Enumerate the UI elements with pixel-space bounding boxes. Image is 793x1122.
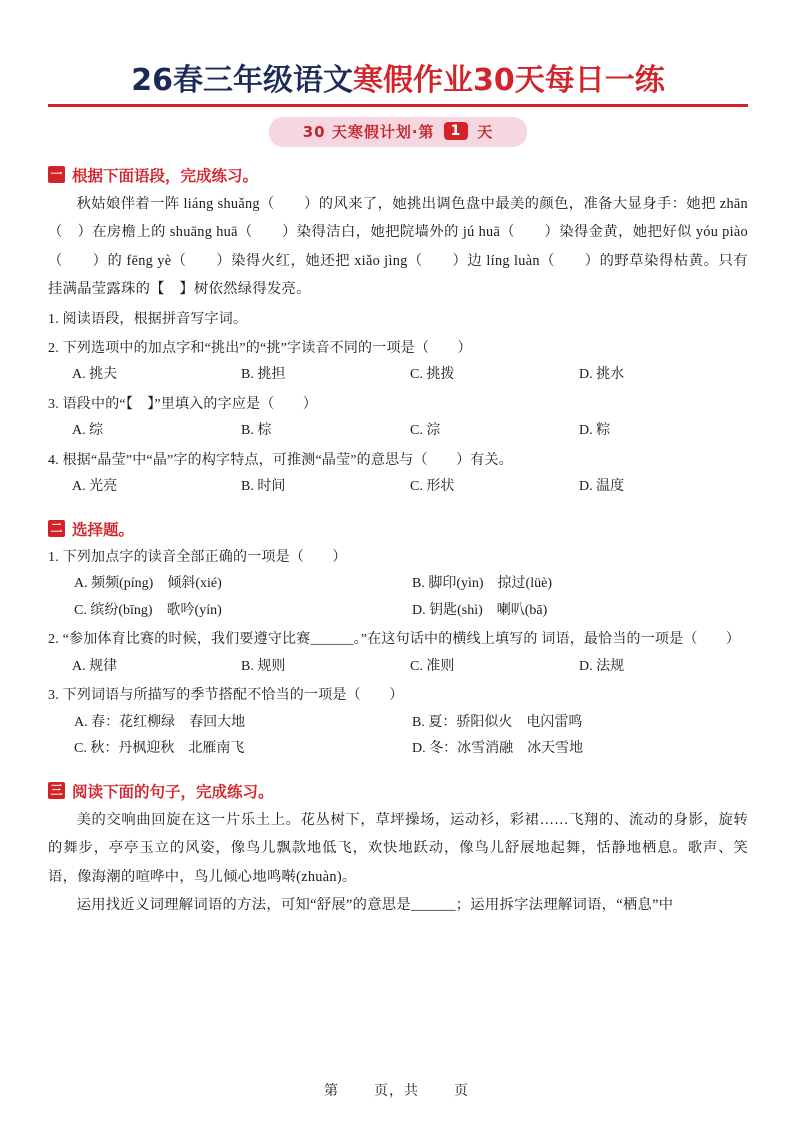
- section-title-2: 选择题。: [72, 520, 135, 539]
- plan-pill-wrap: [48, 117, 748, 147]
- question-1-3: 3. 语段中的“【 】”里填入的字应是（ ）: [48, 397, 318, 413]
- option-b[interactable]: B. 时间: [241, 479, 286, 495]
- option-b[interactable]: B. 规则: [241, 658, 286, 674]
- section-heading-2: [48, 518, 748, 540]
- page-content: [48, 62, 748, 920]
- option-d[interactable]: D. 温度: [579, 479, 625, 495]
- plan-day-number: 1: [444, 122, 469, 140]
- option-b[interactable]: B. 挑担: [241, 367, 286, 383]
- section-1-passage: 秋姑娘伴着一阵 liáng shuǎng（ ）的风来了，她挑出调色盘中最美的颜色，准备大显身手：她把 zhān（ ）在房檐上的 shuāng huā（ ）染得洁白，她把院墙外的 jú huā（ ）染得金黄，她把好似 yóu piào（ ）的 fēng yè（ ）染得火红，她还把 xiǎo jìng（ ）边 líng luàn（ ）的野草染得枯黄。只有挂满晶莹露珠的【 】树依然绿得发亮。: [48, 195, 748, 298]
- section-heading-3: [48, 780, 748, 802]
- question-1-2-options: [48, 362, 748, 389]
- question-2-1-options-row2: [48, 598, 748, 625]
- option-d[interactable]: D. 法规: [579, 658, 625, 674]
- section-number-icon: 三: [48, 782, 65, 799]
- option-c[interactable]: C. 缤纷(bīng) 歌吟(yín): [74, 602, 222, 618]
- question-2-2-options: [48, 654, 748, 681]
- option-a[interactable]: A. 光亮: [72, 479, 118, 495]
- option-d[interactable]: D. 挑水: [579, 367, 625, 383]
- title-block: [48, 62, 748, 107]
- section-3-passage: 美的交响曲回旋在这一片乐土上。花丛树下，草坪操场，运动衫，彩裙……飞翔的、流动的身影，旋转的舞步，亭亭玉立的风姿，像鸟儿飘款地低飞，欢快地跃动，像鸟儿舒展地起舞，恬静地栖息。歌声、笑语，像海潮的喧哗中，鸟儿倾心地鸣啭(zhuàn)。: [48, 811, 748, 885]
- section-number-icon: 一: [48, 166, 65, 183]
- question-1-1: 1. 阅读语段，根据拼音写字词。: [48, 311, 248, 327]
- option-a[interactable]: A. 频频(píng) 倾斜(xié): [74, 576, 222, 592]
- option-d[interactable]: D. 粽: [579, 423, 611, 439]
- question-1-4-options: [48, 474, 748, 501]
- title-underline: [48, 104, 748, 107]
- title-part-dark: 26春三年级语文: [131, 63, 353, 98]
- option-a[interactable]: A. 春：花红柳绿 春回大地: [74, 714, 246, 730]
- plan-pill-prefix: 30 天寒假计划·第: [302, 122, 435, 141]
- section-title-1: 根据下面语段，完成练习。: [72, 166, 259, 185]
- question-1-4: 4. 根据“晶莹”中“晶”字的构字特点，可推测“晶莹”的意思与（ ）有关。: [48, 452, 513, 468]
- option-a[interactable]: A. 规律: [72, 658, 118, 674]
- option-c[interactable]: C. 秋：丹枫迎秋 北雁南飞: [74, 741, 245, 757]
- option-b[interactable]: B. 夏：骄阳似火 电闪雷鸣: [412, 714, 583, 730]
- option-b[interactable]: B. 脚印(yìn) 掠过(lüè): [412, 576, 552, 592]
- option-c[interactable]: C. 淙: [410, 423, 441, 439]
- plan-pill: [269, 117, 528, 147]
- section-heading-1: [48, 164, 748, 186]
- option-a[interactable]: A. 综: [72, 423, 104, 439]
- section-number-icon: 二: [48, 520, 65, 537]
- section-3-tail: 运用找近义词理解词语的方法，可知“舒展”的意思是______；运用拆字法理解词语，“栖息”中: [76, 897, 674, 914]
- question-1-2: 2. 下列选项中的加点字和“挑出”的“挑”字读音不同的一项是（ ）: [48, 341, 472, 357]
- question-2-1-options-row1: [48, 571, 748, 598]
- page-title: [48, 62, 748, 100]
- option-b[interactable]: B. 棕: [241, 423, 272, 439]
- option-a[interactable]: A. 挑夫: [72, 367, 118, 383]
- option-d[interactable]: D. 冬：冰雪消融 冰天雪地: [412, 741, 584, 757]
- option-c[interactable]: C. 准则: [410, 658, 455, 674]
- option-c[interactable]: C. 挑拨: [410, 367, 455, 383]
- question-2-3-options-row1: [48, 710, 748, 737]
- question-2-3-options-row2: [48, 736, 748, 763]
- question-1-3-options: [48, 418, 748, 445]
- footer-middle: 页，共: [374, 1084, 419, 1099]
- option-c[interactable]: C. 形状: [410, 479, 455, 495]
- plan-pill-suffix: 天: [477, 122, 494, 141]
- page-footer: [0, 1080, 793, 1100]
- option-d[interactable]: D. 钥匙(shì) 喇叭(bā): [412, 602, 548, 618]
- section-title-3: 阅读下面的句子，完成练习。: [72, 782, 274, 801]
- question-2-3: 3. 下列词语与所描写的季节搭配不恰当的一项是（ ）: [48, 688, 404, 704]
- question-2-2: 2. “参加体育比赛的时候，我们要遵守比赛______。”在这句话中的横线上填写的 词语，最恰当的一项是（ ）: [48, 632, 741, 648]
- footer-after: 页: [454, 1084, 469, 1099]
- question-2-1: 1. 下列加点字的读音全部正确的一项是（ ）: [48, 549, 347, 565]
- title-part-red: 寒假作业30天每日一练: [353, 63, 665, 98]
- footer-before: 第: [324, 1084, 339, 1099]
